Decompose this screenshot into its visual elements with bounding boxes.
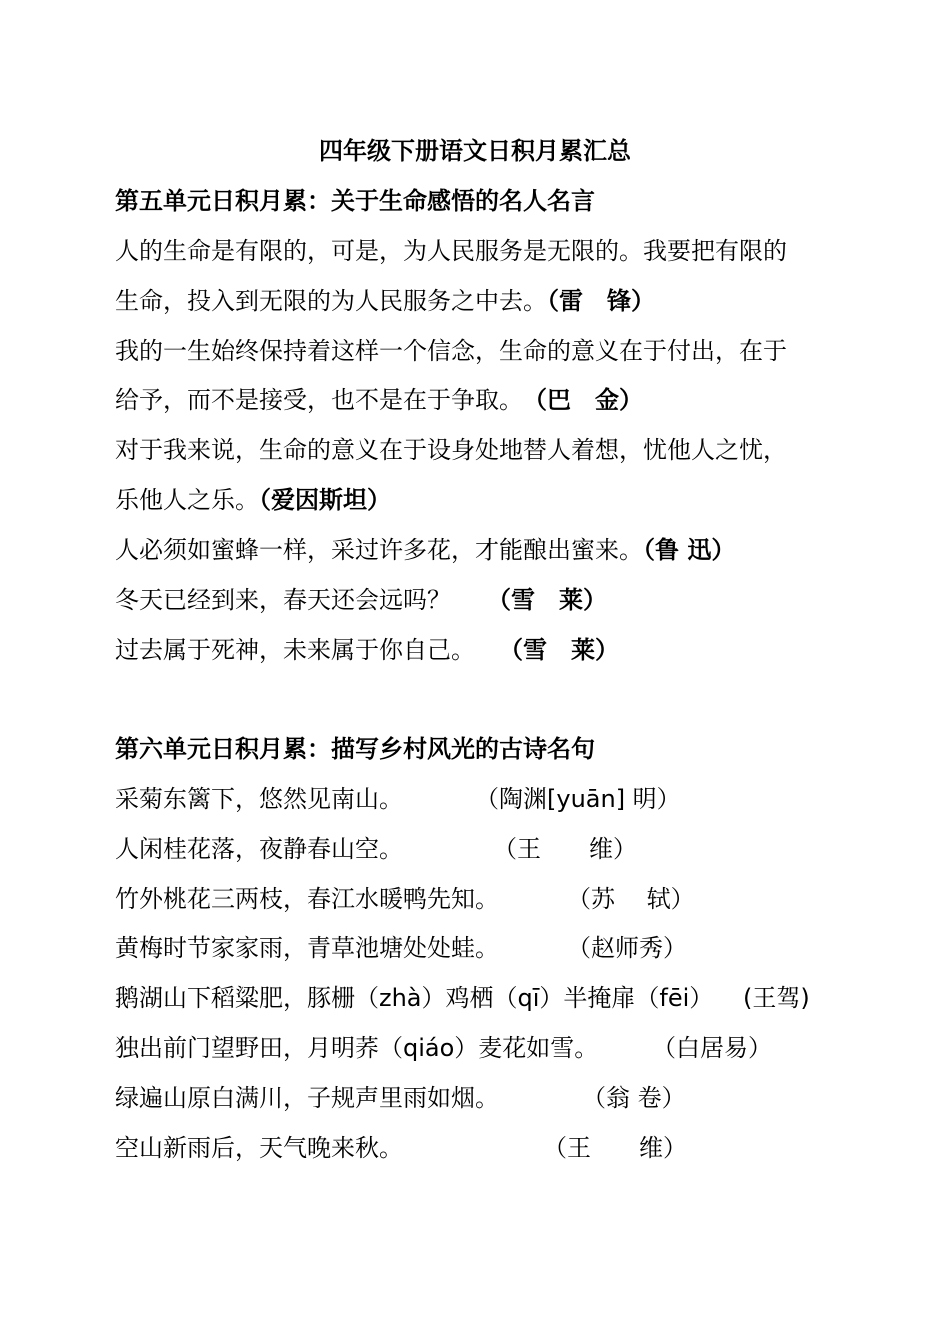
- poem-text: 绿遍山原白满川，子规声里雨如烟。: [115, 1084, 499, 1112]
- quote-text: 冬天已经到来，春天还会远吗？: [115, 586, 499, 614]
- poem-source: （白居易）: [652, 1034, 772, 1062]
- poem-source: （王 维）: [493, 835, 637, 863]
- quote-author: （雷 锋）: [547, 287, 655, 315]
- quote-line: [115, 632, 875, 668]
- quote-author: （雪 莱）: [499, 636, 619, 664]
- quote-line: [115, 283, 875, 319]
- quote-line: [115, 432, 875, 468]
- poem-source: （苏 轼）: [567, 885, 695, 913]
- poem-text: 空山新雨后，天气晚来秋。: [115, 1134, 403, 1162]
- quote-line: [115, 333, 875, 369]
- poem-source: （陶渊[yuān] 明）: [475, 785, 681, 813]
- poem-source: (王驾): [743, 984, 810, 1012]
- quote-text: 生命，投入到无限的为人民服务之中去。: [115, 287, 547, 315]
- quote-line: [115, 582, 875, 618]
- poem-text: 鹅湖山下稻粱肥，豚栅（zhà）鸡栖（qī）半掩扉（fēi）: [115, 984, 714, 1012]
- quote-text: 对于我来说，生命的意义在于设身处地替人着想，忧他人之忧，: [115, 436, 787, 464]
- poem-source: （翁 卷）: [582, 1084, 686, 1112]
- unit6-heading: 第六单元日积月累：描写乡村风光的古诗名句: [115, 735, 595, 763]
- quote-text: 人的生命是有限的，可是，为人民服务是无限的。我要把有限的: [115, 237, 787, 265]
- quote-text: 过去属于死神，未来属于你自己。: [115, 636, 475, 664]
- poem-text: 独出前门望野田，月明荞（qiáo）麦花如雪。: [115, 1034, 599, 1062]
- poem-text: 采菊东篱下，悠然见南山。: [115, 785, 403, 813]
- quote-line: [115, 233, 875, 269]
- poem-text: 人闲桂花落，夜静春山空。: [115, 835, 403, 863]
- unit5-heading: 第五单元日积月累：关于生命感悟的名人名言: [115, 187, 595, 215]
- poem-source: （赵师秀）: [567, 934, 687, 962]
- poem-text: 黄梅时节家家雨，青草池塘处处蛙。: [115, 934, 499, 962]
- quote-author: （雪 莱）: [499, 586, 607, 614]
- quote-line: [115, 532, 875, 568]
- quote-line: [115, 482, 875, 518]
- quote-text: 我的一生始终保持着这样一个信念，生命的意义在于付出，在于: [115, 337, 787, 365]
- poem-source: （王 维）: [543, 1134, 687, 1162]
- quote-author: （鲁 迅）: [643, 536, 736, 564]
- quote-text: 人必须如蜜蜂一样，采过许多花，才能酿出蜜来。: [115, 536, 643, 564]
- quote-author: （爱因斯坦）: [259, 486, 391, 514]
- document-title: 四年级下册语文日积月累汇总: [319, 137, 631, 165]
- poem-text: 竹外桃花三两枝，春江水暖鸭先知。: [115, 885, 499, 913]
- quote-line: [115, 382, 875, 418]
- quote-text: 乐他人之乐。: [115, 486, 259, 514]
- quote-text: 给予，而不是接受，也不是在于争取。: [115, 386, 535, 414]
- quote-author: （巴 金）: [535, 386, 643, 414]
